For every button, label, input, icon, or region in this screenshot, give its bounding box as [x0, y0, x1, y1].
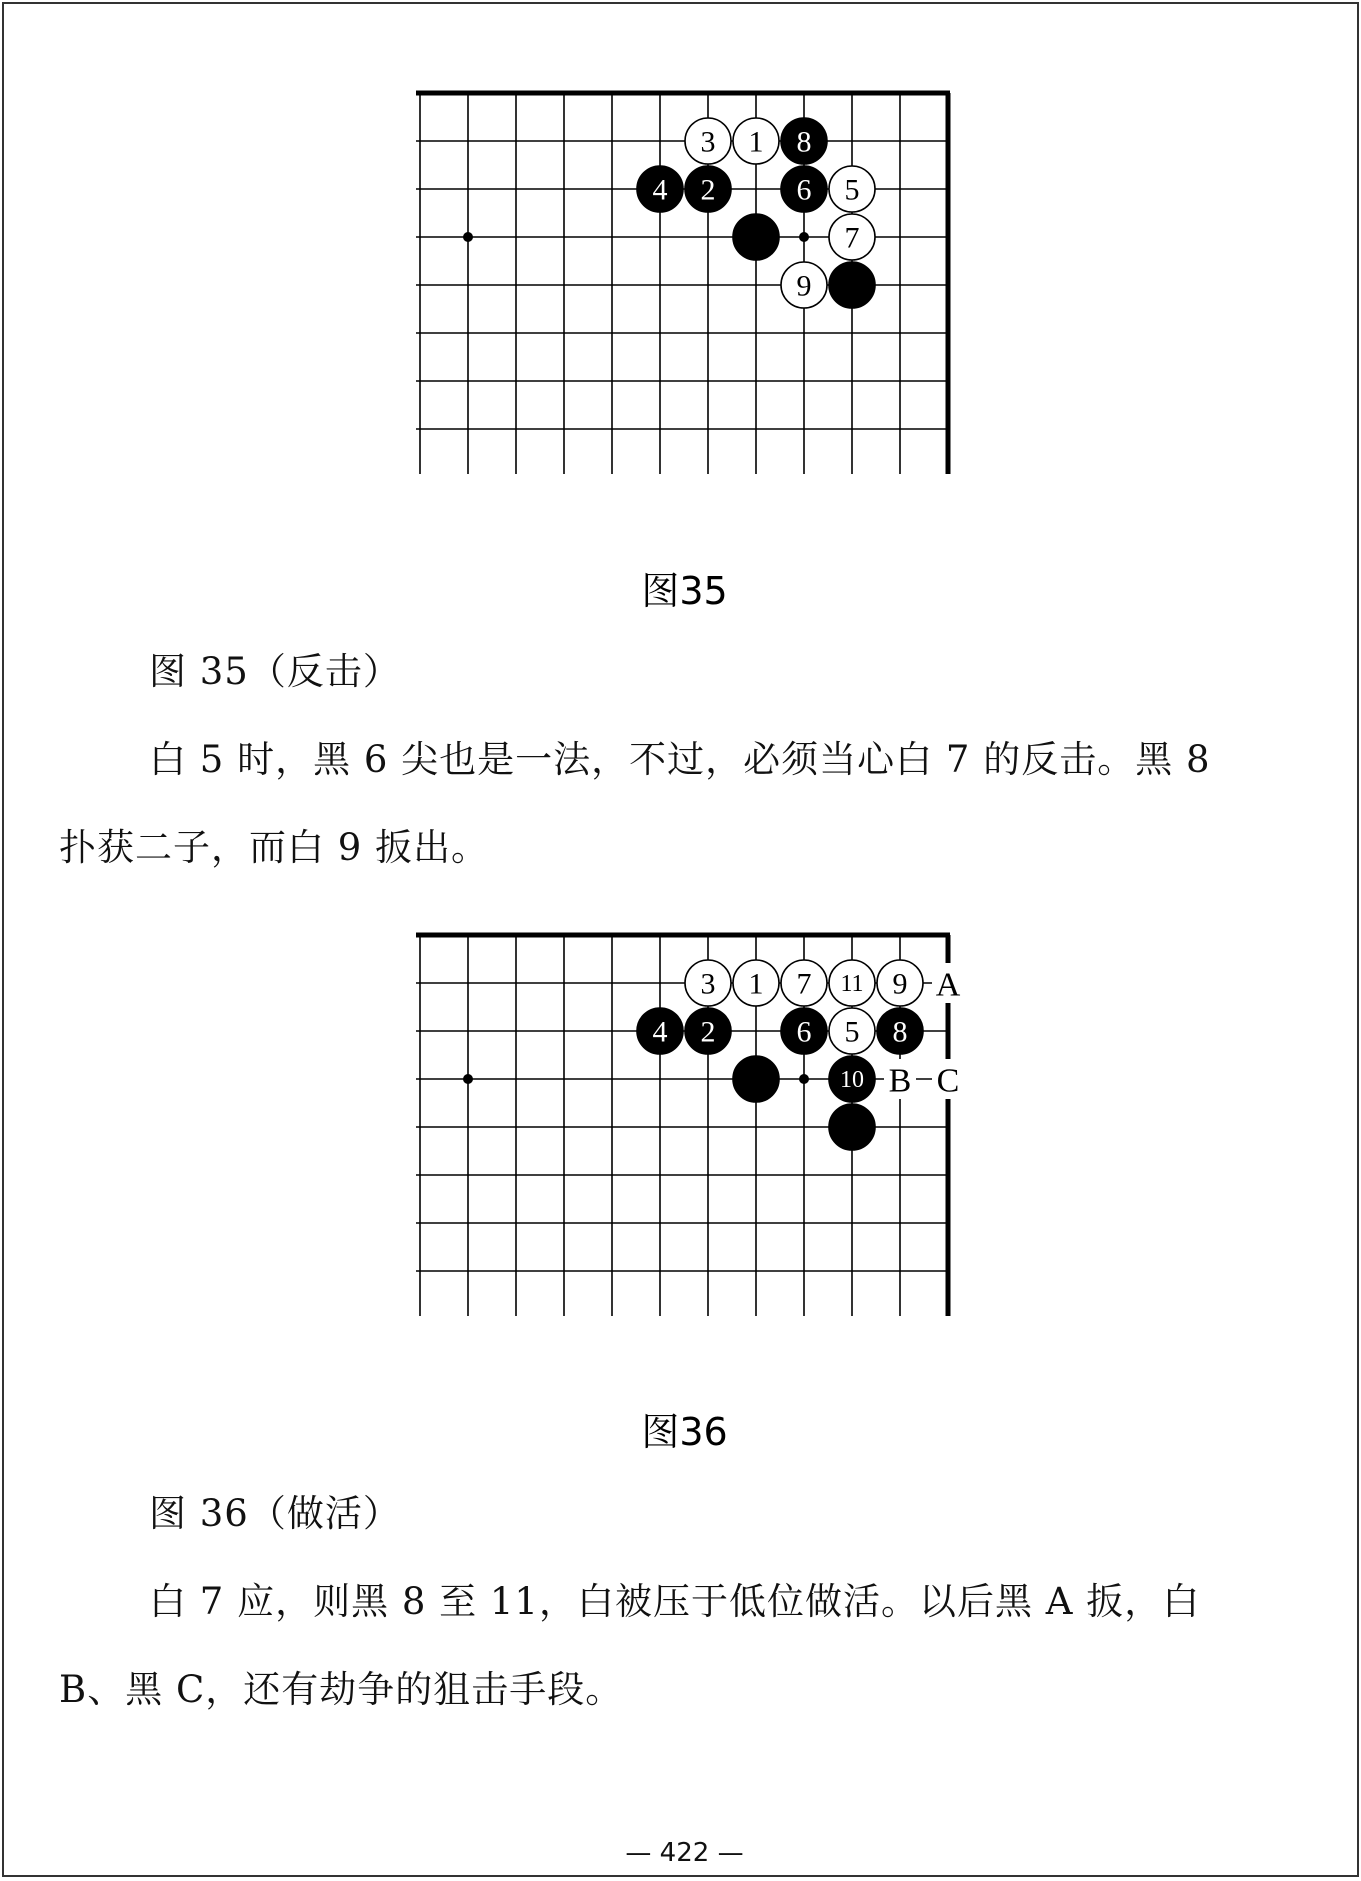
black-stone — [637, 1008, 683, 1054]
black-stone — [781, 1008, 827, 1054]
stone-move-number: 6 — [796, 173, 812, 207]
white-stone — [877, 960, 923, 1006]
stone-move-number: 5 — [844, 173, 860, 207]
figure-caption-36: 图36 — [641, 1410, 728, 1454]
white-stone — [829, 166, 875, 212]
point-label: B — [888, 1062, 912, 1100]
stone-move-number: 2 — [700, 1015, 716, 1049]
stone-move-number: 1 — [748, 125, 764, 159]
stone-move-number: 8 — [892, 1015, 908, 1049]
go-board-figure-35 — [4, 4, 1361, 474]
white-stone — [829, 214, 875, 260]
stone-move-number: 7 — [796, 967, 812, 1001]
black-stone — [877, 1008, 923, 1054]
paragraph-35-line-1: 白 5 时，黑 6 尖也是一法，不过，必须当心白 7 的反击。黑 8 — [149, 738, 1211, 781]
stone-move-number: 6 — [796, 1015, 812, 1049]
paragraph-36 — [59, 1558, 1309, 1734]
white-stone — [829, 960, 875, 1006]
go-board-figure-36 — [4, 846, 1361, 1316]
star-point — [799, 1074, 809, 1084]
figure-caption-35: 图35 — [641, 569, 728, 613]
stone-move-number: 8 — [796, 125, 812, 159]
go-board-36-svg — [4, 846, 1361, 1316]
white-stone — [733, 118, 779, 164]
black-stone — [685, 166, 731, 212]
stone-move-number: 11 — [840, 971, 864, 997]
stone-move-number: 3 — [700, 125, 716, 159]
stone-move-number: 1 — [748, 967, 764, 1001]
white-stone — [781, 960, 827, 1006]
black-stone — [733, 214, 779, 260]
black-stone — [829, 1056, 875, 1102]
white-stone — [781, 262, 827, 308]
paragraph-36-line-2: B、黑 C，还有劫争的狙击手段。 — [59, 1668, 624, 1711]
black-stone — [733, 1056, 779, 1102]
white-stone — [733, 960, 779, 1006]
star-point — [463, 1074, 473, 1084]
black-stone — [829, 1104, 875, 1150]
section-heading-36: 图 36（做活） — [149, 1492, 401, 1535]
paragraph-36-line-1: 白 7 应，则黑 8 至 11，白被压于低位做活。以后黑 A 扳，白 — [149, 1580, 1201, 1623]
black-stone — [637, 166, 683, 212]
page-number: — 422 — — [625, 1838, 744, 1868]
point-label: C — [936, 1062, 960, 1100]
stone-move-number: 2 — [700, 173, 716, 207]
black-stone — [781, 166, 827, 212]
point-label: A — [935, 966, 961, 1004]
white-stone — [685, 960, 731, 1006]
black-stone — [781, 118, 827, 164]
black-stone — [829, 262, 875, 308]
stone-move-number: 4 — [652, 173, 668, 207]
section-heading-35: 图 35（反击） — [149, 650, 401, 693]
white-stone — [829, 1008, 875, 1054]
stone-move-number: 3 — [700, 967, 716, 1001]
stone-move-number: 9 — [796, 269, 812, 303]
stone-move-number: 9 — [892, 967, 908, 1001]
white-stone — [685, 118, 731, 164]
star-point — [799, 232, 809, 242]
book-page — [2, 2, 1359, 1877]
stone-move-number: 7 — [844, 221, 860, 255]
go-board-35-svg — [4, 4, 1361, 474]
stone-move-number: 10 — [840, 1067, 864, 1093]
paragraph-35-line-2: 扑获二子，而白 9 扳出。 — [59, 826, 490, 869]
stone-move-number: 4 — [652, 1015, 668, 1049]
stone-move-number: 5 — [844, 1015, 860, 1049]
star-point — [463, 232, 473, 242]
black-stone — [685, 1008, 731, 1054]
